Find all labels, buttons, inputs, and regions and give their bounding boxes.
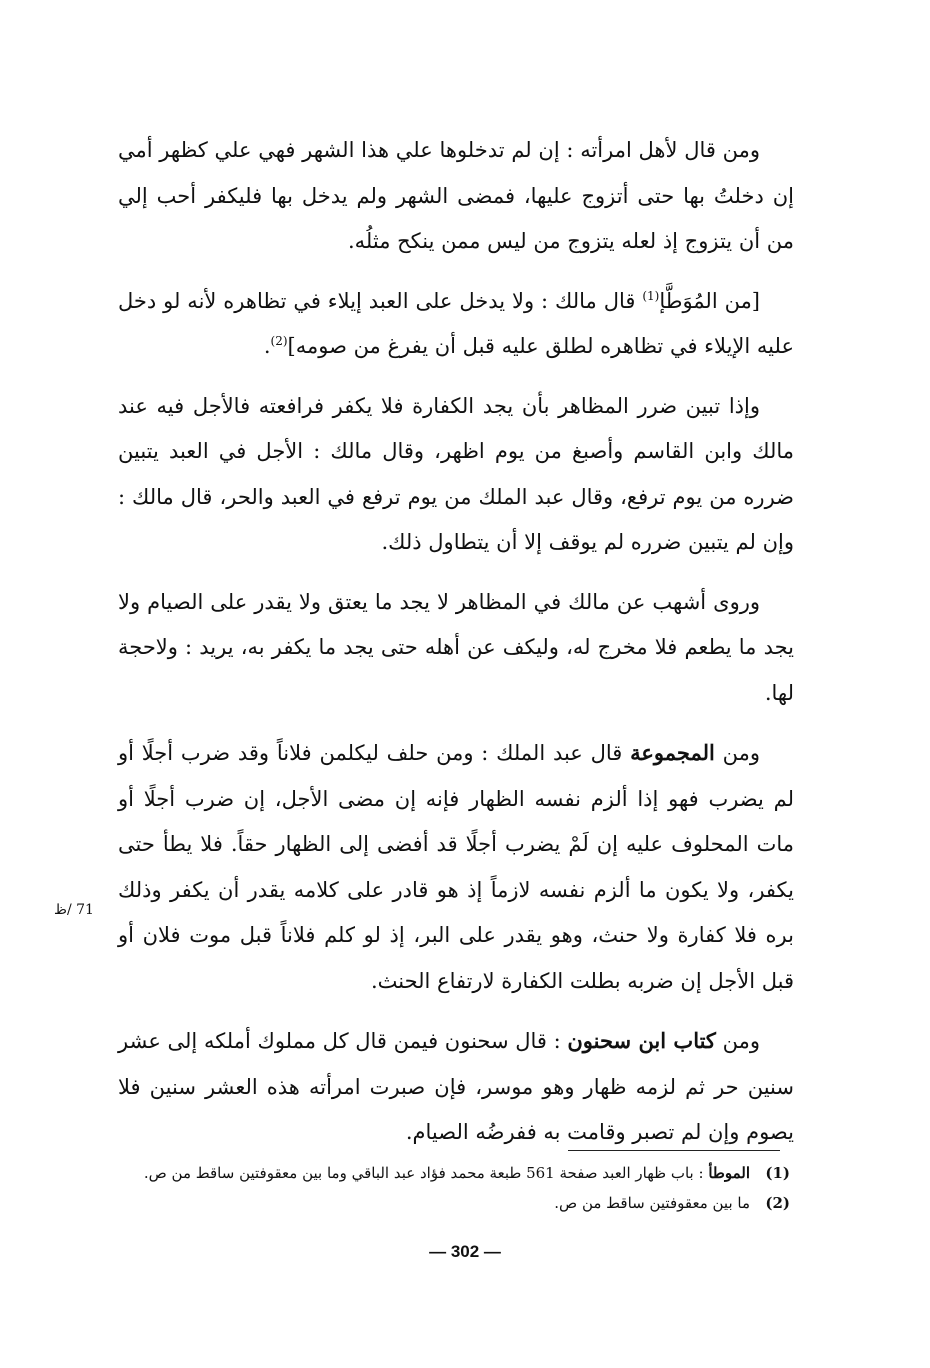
footnote-body: [554, 1188, 750, 1218]
paragraph-text: قال عبد الملك : ومن حلف ليكلمن فلاناً وقد ضرب أجلًا أو لم يضرب فهو إذا ألزم نفسه الظهار فإنه إن مضى الأجل، إن ضرب أجلًا أو مات المحلوف عليه إن لَمْ يضرب أجلًا قد أفضى إلى الظهار حقاً. فلا يطأ حتى يكفر، ولا يكون ما ألزم نفسه لازماً إذ هو قادر على كلامه يقدر أن يكفر وذلك بره فلا كفارة ولا حنث، وهو يقدر على البر، إذ لو كلم فلاناً قبل موت فلان أو قبل الأجل إن ضربه بطلت الكفارة لارتفاع الحنث.: [118, 741, 794, 993]
footnotes: [118, 1158, 790, 1218]
paragraph-2: [118, 279, 794, 370]
manuscript-folio-note: 71 /ظ: [54, 902, 94, 918]
footnote-1: [118, 1158, 790, 1188]
footnote-number: (2): [765, 1194, 790, 1212]
paragraph-4: [118, 580, 794, 717]
paragraph-lead: [من المُوَطَّإ: [659, 288, 761, 313]
paragraph-text: قال مالك : ولا يدخل على العبد إيلاء في تظاهره لأنه لو دخل عليه الإيلاء في تظاهره لطلق عليه قبل أن يفرغ من صومه]: [118, 288, 794, 358]
footnote-2: [118, 1188, 790, 1218]
paragraph-text: وروى أشهب عن مالك في المظاهر لا يجد ما يعتق ولا يقدر على الصيام ولا يجد ما يطعم فلا مخرج له، وليكف عن أهله حتى يجد ما يكفر به، يريد : ولاحجة لها.: [118, 589, 794, 705]
paragraph-text: وإذا تبين ضرر المظاهر بأن يجد الكفارة فلا يكفر فرافعته فالأجل فيه عند مالك وابن القاسم وأصبغ من يوم اظهر، وقال مالك : الأجل في العبد يتبين ضرره من يوم ترفع، وقال عبد الملك من يوم ترفع في العبد والحر، قال مالك : وإن لم يتبين ضرره لم يوقف إلا أن يتطاول ذلك.: [118, 393, 794, 554]
paragraph-5: [118, 730, 794, 1004]
paragraph-1: [118, 128, 794, 265]
footnote-body: [144, 1158, 750, 1188]
main-text: [118, 128, 794, 1170]
page-number: — 302 —: [429, 1242, 501, 1261]
paragraph-prefix: ومن: [715, 1029, 760, 1053]
paragraph-text: : قال سحنون فيمن قال كل مملوك أملكه إلى عشر سنين حر ثم لزمه ظهار وهو موسر، فإن صبرت امرأته هذه العشر سنين فلا يصوم وإن لم تصبر وقامت به ففرضُه الصيام.: [118, 1029, 794, 1144]
footnote-lead: الموطأ: [708, 1164, 750, 1182]
footnote-ref-1: (1): [642, 288, 660, 303]
paragraph-text: ومن قال لأهل امرأته : إن لم تدخلوها علي هذا الشهر فهي علي كظهر أمي إن دخلتُ بها حتى أتزوج عليها، فمضى الشهر ولم يدخل بها فليكفر أحب إلي من أن يتزوج إذ لعله يتزوج من ليس ممن ينكح مثلُه.: [118, 138, 794, 253]
footnote-number: (1): [765, 1164, 790, 1182]
footnote-ref-2: (2): [270, 334, 288, 348]
source-title: كتاب ابن سحنون: [567, 1028, 716, 1053]
footnote-text: : باب ظهار العبد صفحة 561 طبعة محمد فؤاد عبد الباقي وما بين معقوفتين ساقط من ص.: [143, 1164, 709, 1182]
footnote-text: ما بين معقوفتين ساقط من ص.: [554, 1194, 750, 1212]
paragraph-prefix: ومن: [714, 741, 760, 765]
footnote-separator: [568, 1150, 780, 1151]
paragraph-tail: .: [263, 334, 271, 358]
paragraph-3: [118, 384, 794, 566]
paragraph-6: [118, 1018, 794, 1156]
source-title: المجموعة: [630, 740, 715, 765]
